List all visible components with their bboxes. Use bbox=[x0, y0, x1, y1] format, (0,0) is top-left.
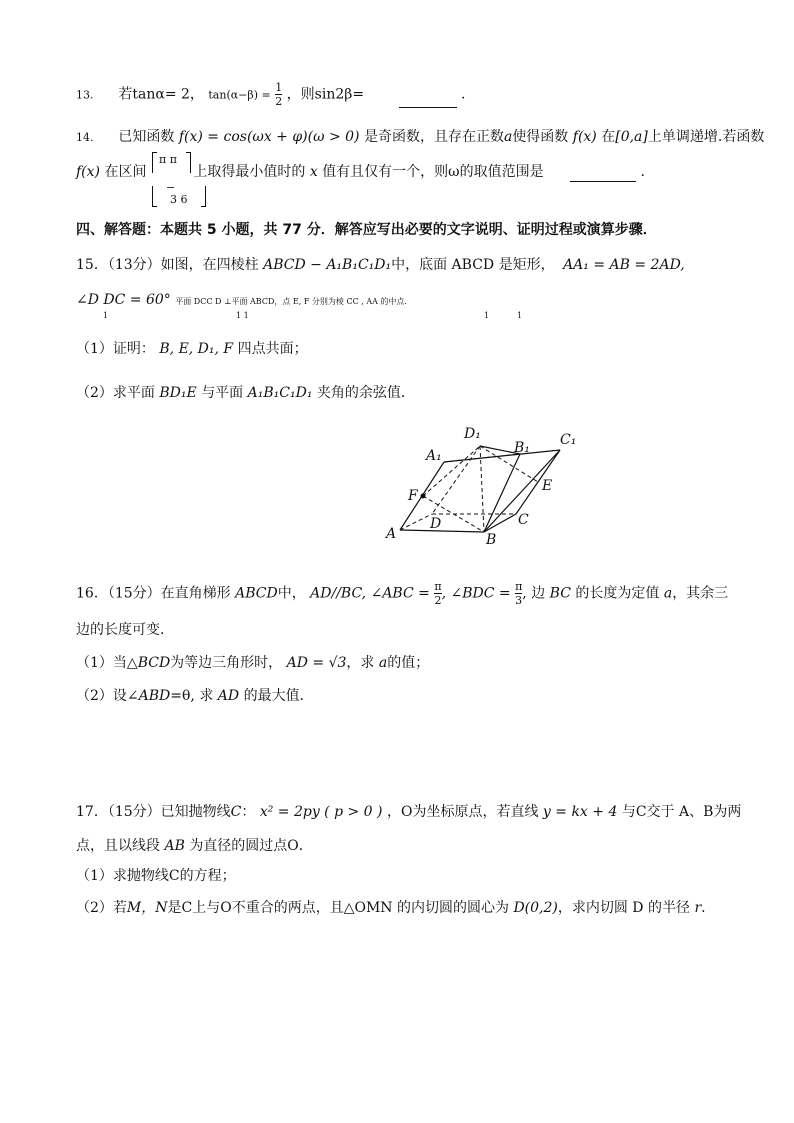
q16-line1 bbox=[76, 580, 728, 607]
q14-l1-a: 已知函数 bbox=[118, 129, 175, 145]
q15-rel: AA₁ = AB = 2AD, bbox=[563, 257, 685, 273]
label-F: F bbox=[408, 488, 418, 504]
q14-number: 14. bbox=[76, 131, 94, 144]
bracket-right-bot bbox=[201, 186, 206, 207]
q14-fx: f(x) = cos(ωx + φ)(ω > 0) bbox=[178, 129, 360, 145]
q17-part1: （1）求抛物线C的方程； bbox=[76, 868, 236, 884]
q16-tail3: ，其余三 bbox=[672, 585, 729, 602]
q17-eq: x² = 2py ( p > 0 ) bbox=[259, 804, 383, 820]
q16-p1-c: ，求 bbox=[346, 655, 375, 671]
label-A: A bbox=[386, 526, 397, 542]
prism-figure bbox=[380, 420, 600, 550]
q14-l1-e: 上单调递增.若函数 bbox=[647, 129, 765, 145]
label-D: D bbox=[430, 516, 442, 532]
q17-ab: AB bbox=[164, 838, 185, 854]
q15-p2-plane2: A₁B₁C₁D₁ bbox=[247, 385, 313, 401]
point-F bbox=[421, 494, 426, 499]
q13-answer-blank[interactable] bbox=[399, 93, 457, 108]
q14-l2-fx: f(x) bbox=[76, 164, 101, 180]
q15-p1-label: （1）证明： bbox=[76, 341, 155, 357]
q14-l2-x: x bbox=[309, 164, 318, 180]
q15-small-text: 平面 DCC D ⊥平面 ABCD，点 E, F 分别为棱 CC , AA 的中点. bbox=[175, 297, 407, 306]
q16-trap: ABCD bbox=[235, 585, 278, 602]
q16-part1 bbox=[76, 653, 429, 673]
q14-l2-c: 值有且仅有一个，则ω的取值范围是 bbox=[322, 164, 544, 180]
q15-angle: ∠D DC = 60° bbox=[76, 292, 171, 308]
q16-line2: 边的长度可变． bbox=[76, 622, 174, 638]
q15-head: 15．（13分）如图，在四棱柱 bbox=[76, 257, 259, 273]
q14-interval: [0,a] bbox=[615, 129, 648, 145]
q16-bc: BC bbox=[549, 585, 571, 602]
q16-mid1: 中， bbox=[277, 585, 306, 602]
q14-l1-b: 是奇函数，且存在正数 bbox=[363, 129, 504, 145]
q16-f2-top: π bbox=[515, 580, 523, 593]
q13-number: 13. bbox=[76, 88, 94, 102]
label-B1: B₁ bbox=[514, 440, 530, 456]
q14-interval-top: π π bbox=[159, 153, 177, 166]
q14-end: . bbox=[640, 164, 645, 180]
q13-frac-top: 1 bbox=[275, 81, 283, 94]
q17-p2-r: r bbox=[694, 900, 702, 916]
q16-p2-ad: AD bbox=[217, 688, 240, 704]
q17-l2-b: 为直径的圆过点O． bbox=[189, 838, 313, 854]
q16-tail2: 的长度为定值 bbox=[575, 585, 660, 602]
edge-B1-B bbox=[484, 454, 520, 532]
label-A1: A₁ bbox=[426, 448, 442, 464]
q16-p1-a2: a bbox=[378, 655, 388, 671]
q16-p2-c: 的最大值． bbox=[243, 688, 314, 704]
q15-p2-end: 夹角的余弦值． bbox=[316, 385, 415, 401]
q17-p2-end: ． bbox=[701, 900, 716, 916]
q15-p1-points: B, E, D₁, F bbox=[159, 341, 234, 357]
q13-text-b: tan(α−β) = bbox=[208, 88, 271, 102]
q17-p2-c: ，求内切圆 D 的半径 bbox=[557, 900, 690, 916]
section4-heading: 四、解答题：本题共 5 小题，共 77 分．解答应写出必要的文字说明、证明过程或演算步骤． bbox=[76, 222, 657, 238]
q15-p2-plane1: BD₁E bbox=[159, 385, 197, 401]
q16-p2-b: =θ, 求 bbox=[170, 688, 214, 704]
q14-answer-blank[interactable] bbox=[570, 167, 636, 182]
q16-p1-bcd: BCD bbox=[137, 655, 171, 671]
q14-interval-left: − bbox=[166, 181, 176, 194]
q13-frac-bot: 2 bbox=[275, 95, 283, 108]
q15-p1-end: 四点共面； bbox=[237, 341, 308, 357]
q17-l2: 点，且以线段 bbox=[76, 838, 160, 854]
label-B: B bbox=[486, 532, 497, 548]
q16-a: a bbox=[663, 585, 673, 602]
q14-l1-d: 在 bbox=[601, 129, 616, 145]
q16-p1-a: （1）当△ bbox=[76, 655, 138, 671]
q13-end: . bbox=[461, 86, 466, 103]
q15-line1 bbox=[76, 255, 685, 275]
q16-p1-ad: AD = √3 bbox=[286, 655, 347, 671]
q17-mid2: 与C交于 A、B为两 bbox=[621, 804, 742, 820]
q16-p2-a: （2）设∠ bbox=[76, 688, 139, 704]
q14-a-var: a bbox=[503, 129, 513, 145]
q16-f1-top: π bbox=[434, 580, 442, 593]
q16-p1-d: 的值； bbox=[387, 655, 430, 671]
label-C1: C₁ bbox=[560, 432, 577, 448]
label-C: C bbox=[518, 512, 529, 528]
q17-line-eq: y = kx + 4 bbox=[542, 804, 618, 820]
q17-line2 bbox=[76, 836, 313, 856]
q13-text-c: ，则sin2β= bbox=[286, 86, 365, 103]
q14-l2-b: 上取得最小值时的 bbox=[193, 164, 306, 180]
q17-colon: ： bbox=[241, 804, 256, 820]
q17-head: 17．（15分）已知抛物线 bbox=[76, 804, 231, 820]
q17-line1 bbox=[76, 802, 741, 822]
q16-part2 bbox=[76, 686, 314, 706]
q17-c: C bbox=[230, 804, 242, 820]
bracket-left-top bbox=[152, 152, 157, 173]
q16-p2-abd: ABD bbox=[138, 688, 171, 704]
q15-part2 bbox=[76, 383, 415, 403]
q14-interval-bot: 3 6 bbox=[170, 193, 188, 206]
q16-f1-bot: 2 bbox=[434, 594, 442, 607]
q17-mid1: ，O为坐标原点，若直线 bbox=[386, 804, 539, 820]
q16-tail1: , 边 bbox=[522, 585, 546, 602]
q15-mid: 中，底面 ABCD 是矩形， bbox=[391, 257, 555, 273]
q17-p2-d: D(0,2) bbox=[513, 900, 558, 916]
q17-part2 bbox=[76, 898, 715, 918]
edge-A-B bbox=[400, 530, 484, 532]
q15-sub-a: 1 bbox=[103, 311, 109, 320]
q15-prism: ABCD − A₁B₁C₁D₁ bbox=[263, 257, 392, 273]
q16-frac1 bbox=[434, 580, 441, 607]
bracket-right-top bbox=[186, 152, 191, 173]
q15-sub-b: 1 1 bbox=[236, 311, 249, 320]
label-E: E bbox=[542, 478, 553, 494]
q15-part1 bbox=[76, 339, 308, 359]
q13-fraction bbox=[275, 81, 282, 108]
q15-p2-label: （2）求平面 bbox=[76, 385, 155, 401]
q16-f2-bot: 3 bbox=[515, 594, 523, 607]
q16-cond2: , ∠BDC = bbox=[441, 585, 511, 602]
q17-p2-a: （2）若 bbox=[76, 900, 127, 916]
q14-l2-a: 在区间 bbox=[104, 164, 147, 180]
q16-p1-b: 为等边三角形时， bbox=[170, 655, 283, 671]
q13-text-a: 若tanα= 2， bbox=[118, 86, 204, 103]
q17-p2-b: 是C上与O不重合的两点，且△OMN 的内切圆的圆心为 bbox=[167, 900, 509, 916]
q17-p2-mn: M，N bbox=[126, 900, 168, 916]
q14-l1-c: 使得函数 bbox=[512, 129, 569, 145]
bracket-left-bot bbox=[152, 186, 157, 207]
q14-line1 bbox=[76, 127, 764, 148]
label-D1: D₁ bbox=[464, 426, 481, 442]
q15-p2-mid: 与平面 bbox=[201, 385, 244, 401]
q15-sub-c: 1 bbox=[484, 311, 490, 320]
q14-fx2: f(x) bbox=[572, 129, 597, 145]
q16-head: 16．（15分）在直角梯形 bbox=[76, 585, 231, 602]
edge-D1-B bbox=[480, 446, 484, 532]
q15-sub-d: 1 bbox=[517, 311, 523, 320]
q13-line bbox=[76, 81, 465, 108]
q16-cond: AD//BC, ∠ABC = bbox=[310, 585, 430, 602]
